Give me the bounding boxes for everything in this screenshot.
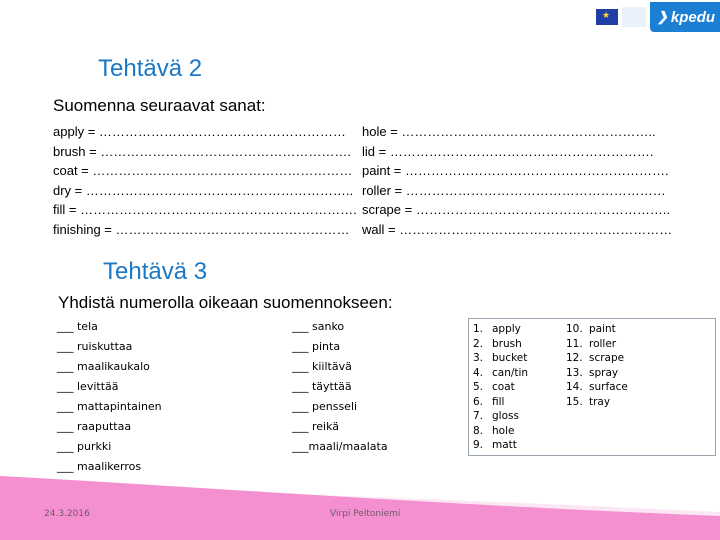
finnish-word: ___ raaputtaa [57,420,132,433]
english-word: gloss [492,410,519,422]
english-word-number: 12. [566,352,583,364]
translation-item: hole = ………………………………………………….. [362,124,656,139]
translation-item: scrape = ………………………………………………….. [362,202,671,217]
finnish-word: ___ sanko [292,320,345,333]
english-word: coat [492,381,515,393]
finnish-word: ___ täyttää [292,380,352,393]
english-word-row [566,351,628,366]
english-word-row [473,337,528,352]
finnish-word: ___maali/maalata [292,440,388,453]
finnish-word: ___ maalikaukalo [57,360,150,373]
english-word-number: 13. [566,366,583,379]
english-word-number: 3. [473,352,484,364]
finnish-words-right [292,317,388,457]
translation-list [53,123,713,239]
english-word-row [566,337,628,352]
tehtava3-title: Tehtävä 3 [103,258,208,285]
footer-author: Virpi Peltoniemi [330,509,401,519]
pink-footer-band [0,476,720,540]
english-word: matt [492,439,517,451]
english-word-number: 5. [473,381,484,393]
english-word-row [473,409,528,424]
english-word-number: 6. [473,395,484,408]
finnish-word: ___ pinta [292,340,341,353]
finnish-word: ___ maalikerros [57,460,142,473]
translation-item: roller = …………………………………………………… [362,182,666,198]
english-word: fill [492,395,505,408]
finnish-word: ___ ruiskuttaa [57,340,133,353]
english-word-row [566,380,628,395]
english-word-number: 7. [473,410,484,422]
finnish-word: ___ tela [57,320,98,333]
english-word-row [473,380,528,395]
kpedu-logo [650,2,720,32]
tehtava3-instruction: Yhdistä numerolla oikeaan suomennokseen: [58,293,393,312]
finnish-word: ___ purkki [57,440,112,453]
translation-item: finishing = ……………………………………………… [53,221,350,237]
english-word-number: 8. [473,424,484,437]
english-word: spray [589,366,619,379]
finnish-word: ___ levittää [57,380,119,393]
tehtava2-instruction: Suomenna seuraavat sanat: [53,96,266,115]
english-word-row [473,395,528,410]
translation-item: fill = ………………………………………………………. [53,202,357,217]
kpedu-logo-text: kpedu [670,8,716,26]
english-word: surface [589,381,628,393]
english-word-number: 4. [473,366,484,379]
english-word-number: 15. [566,395,583,408]
english-word: paint [589,323,616,335]
english-word: roller [589,337,617,350]
english-word-row [473,351,528,366]
english-word-number: 9. [473,439,484,451]
finnish-words-left [57,317,162,477]
english-word-row [566,395,628,410]
english-word-row [473,366,528,381]
translation-item: wall = ……………………………………………………… [362,221,673,237]
eu-flag-icon [596,9,618,25]
english-word: scrape [589,352,625,364]
english-word-row [473,438,528,453]
finnish-word: ___ pensseli [292,400,358,413]
english-word: bucket [492,352,528,364]
english-words-left [473,322,528,453]
english-word-number: 14. [566,381,583,393]
english-word-row [473,322,528,337]
translation-item: coat = …………………………………………………… [53,163,353,178]
translation-item: lid = ……………………………………………………. [362,143,654,159]
english-word-number: 10. [566,323,583,335]
finnish-word: ___ mattapintainen [57,400,162,413]
english-words-right [566,322,628,409]
english-word-number: 11. [566,337,583,350]
translation-item: brush = …………………………………………………. [53,143,351,159]
finnish-word: ___ kiiltävä [292,360,352,373]
translation-item: dry = …………………………………………………….. [53,182,354,198]
english-word: can/tin [492,366,529,379]
english-word: brush [492,337,522,350]
english-word: apply [492,323,521,335]
english-word-row [566,366,628,381]
english-word-row [473,424,528,439]
kpedu-mark-icon: ❯ [656,9,668,24]
translation-item: apply = ………………………………………………… [53,124,346,139]
header-logos [596,2,720,32]
english-word-row [566,322,628,337]
footer-date: 24.3.2016 [44,509,90,519]
translation-item: paint = ……………………………………………………. [362,163,669,178]
tehtava2-title: Tehtävä 2 [98,55,203,82]
fiuuta-logo-icon [622,7,646,27]
finnish-word: ___ reikä [292,420,340,433]
english-word-number: 1. [473,323,484,335]
english-word-number: 2. [473,337,484,350]
english-word: tray [589,395,611,408]
english-word: hole [492,424,515,437]
